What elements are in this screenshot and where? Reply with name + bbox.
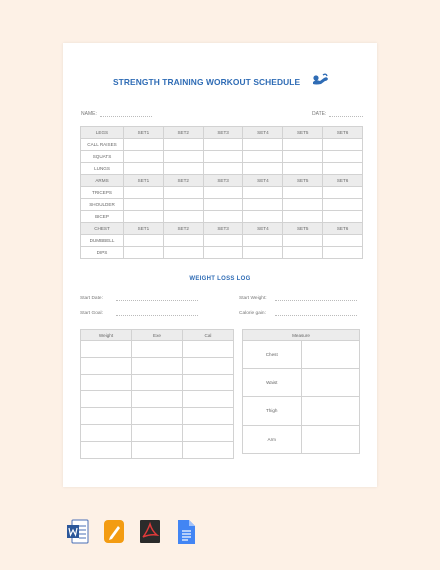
measure-label: Arm [243,425,302,453]
set-cell[interactable] [203,211,243,223]
exercise-label: CALL RAISES [81,139,124,151]
name-label: NAME: [81,111,97,117]
measure-cell[interactable] [301,425,360,453]
set-header: SET4 [243,223,283,235]
log-cell[interactable] [81,341,132,358]
log-cell[interactable] [183,357,234,374]
start-date-field[interactable] [80,296,103,301]
exercise-label: SQUATS [81,151,124,163]
set-cell[interactable] [203,151,243,163]
set-cell[interactable] [283,151,323,163]
section-header-row [81,223,363,235]
measure-cell[interactable] [301,397,360,425]
start-weight-label: Start Weight: [239,296,267,301]
set-cell[interactable] [283,247,323,259]
section-header-row [81,175,363,187]
measure-row [243,397,360,425]
log-cell[interactable] [132,374,183,391]
exercise-label: BICEP [81,211,124,223]
log-row [81,341,234,358]
date-line [329,116,363,117]
log-cell[interactable] [132,441,183,458]
set-header: SET5 [283,175,323,187]
log-header: Cal [183,330,234,341]
measure-row [243,341,360,369]
document-page [63,43,377,487]
section-label: CHEST [81,223,124,235]
set-cell[interactable] [323,187,363,199]
set-cell[interactable] [323,163,363,175]
set-cell[interactable] [203,247,243,259]
set-header: SET2 [163,127,203,139]
measure-header-row [243,330,360,341]
workout-table [80,126,363,259]
set-cell[interactable] [163,211,203,223]
set-header: SET5 [283,127,323,139]
log-row [81,408,234,425]
start-date-line [116,300,198,301]
exercise-row [81,211,363,223]
set-cell[interactable] [163,151,203,163]
title-row [63,73,377,95]
log-cell[interactable] [132,341,183,358]
set-cell[interactable] [323,139,363,151]
pages-icon[interactable] [102,518,126,546]
set-header: SET1 [124,175,164,187]
set-cell[interactable] [124,151,164,163]
start-date-label: Start Date: [80,296,103,301]
set-cell[interactable] [243,211,283,223]
log-header-row [81,330,234,341]
set-cell[interactable] [203,187,243,199]
set-cell[interactable] [323,235,363,247]
log-row [81,391,234,408]
set-cell[interactable] [163,199,203,211]
set-cell[interactable] [283,235,323,247]
set-cell[interactable] [323,199,363,211]
exercise-row [81,235,363,247]
set-cell[interactable] [124,211,164,223]
measure-row [243,425,360,453]
set-cell[interactable] [243,187,283,199]
log-cell[interactable] [132,357,183,374]
set-cell[interactable] [203,199,243,211]
name-line [100,116,152,117]
set-header: SET3 [203,127,243,139]
flexing-arm-icon [311,73,329,87]
exercise-label: LUNGS [81,163,124,175]
word-icon[interactable] [66,518,90,546]
log-row [81,441,234,458]
set-cell[interactable] [283,163,323,175]
set-cell[interactable] [243,139,283,151]
exercise-label: DIPS [81,247,124,259]
start-goal-field[interactable] [80,311,103,316]
name-field[interactable] [81,111,152,117]
calorie-gain-field[interactable] [239,311,266,316]
section-label: ARMS [81,175,124,187]
measure-label: Waist [243,369,302,397]
set-cell[interactable] [163,139,203,151]
log-header: Exe [132,330,183,341]
set-cell[interactable] [323,247,363,259]
calorie-gain-line [275,315,357,316]
set-header: SET1 [124,127,164,139]
log-cell[interactable] [81,441,132,458]
exercise-row [81,139,363,151]
start-weight-field[interactable] [239,296,267,301]
start-goal-label: Start Goal: [80,311,103,316]
set-header: SET3 [203,175,243,187]
set-cell[interactable] [203,163,243,175]
exercise-row [81,187,363,199]
log-cell[interactable] [183,391,234,408]
set-cell[interactable] [124,235,164,247]
set-cell[interactable] [163,235,203,247]
set-header: SET4 [243,127,283,139]
log-cell[interactable] [132,408,183,425]
date-label: DATE: [312,111,327,117]
start-goal-line [116,315,198,316]
log-row [81,374,234,391]
set-header: SET1 [124,223,164,235]
set-cell[interactable] [124,187,164,199]
set-cell[interactable] [283,139,323,151]
log-cell[interactable] [183,374,234,391]
exercise-row [81,247,363,259]
log-cell[interactable] [81,424,132,441]
measure-label: Chest [243,341,302,369]
log-cell[interactable] [81,391,132,408]
measure-cell[interactable] [301,369,360,397]
set-header: SET3 [203,223,243,235]
set-header: SET6 [323,223,363,235]
measure-table [242,329,360,454]
weight-loss-title: WEIGHT LOSS LOG [189,276,251,282]
set-cell[interactable] [203,139,243,151]
log-cell[interactable] [183,408,234,425]
exercise-label: TRICEPS [81,187,124,199]
set-header: SET4 [243,175,283,187]
set-header: SET6 [323,127,363,139]
set-cell[interactable] [243,247,283,259]
set-cell[interactable] [323,211,363,223]
set-cell[interactable] [243,151,283,163]
exercise-row [81,151,363,163]
set-cell[interactable] [124,139,164,151]
set-cell[interactable] [124,247,164,259]
set-cell[interactable] [283,187,323,199]
log-cell[interactable] [183,441,234,458]
set-header: SET2 [163,175,203,187]
log-cell[interactable] [81,408,132,425]
set-cell[interactable] [203,235,243,247]
set-cell[interactable] [163,163,203,175]
document-title: STRENGTH TRAINING WORKOUT SCHEDULE [113,77,301,87]
set-cell[interactable] [243,199,283,211]
start-weight-line [275,300,357,301]
set-cell[interactable] [243,235,283,247]
set-cell[interactable] [243,163,283,175]
log-header: Weight [81,330,132,341]
date-field[interactable] [312,111,363,117]
log-cell[interactable] [81,357,132,374]
measure-cell[interactable] [301,341,360,369]
log-cell[interactable] [183,424,234,441]
set-cell[interactable] [283,199,323,211]
log-cell[interactable] [132,391,183,408]
set-cell[interactable] [124,199,164,211]
measure-header: Measure [243,330,360,341]
log-cell[interactable] [81,374,132,391]
calorie-gain-label: Calorie gain: [239,311,266,316]
set-header: SET5 [283,223,323,235]
exercise-label: SHOULDER [81,199,124,211]
set-cell[interactable] [163,187,203,199]
set-header: SET2 [163,223,203,235]
exercise-row [81,163,363,175]
exercise-row [81,199,363,211]
log-row [81,357,234,374]
section-header-row [81,127,363,139]
acrobat-icon[interactable] [138,518,162,546]
set-cell[interactable] [283,211,323,223]
log-row [81,424,234,441]
log-cell[interactable] [132,424,183,441]
section-label: LEGS [81,127,124,139]
set-cell[interactable] [124,163,164,175]
measure-label: Thigh [243,397,302,425]
log-cell[interactable] [183,341,234,358]
measure-row [243,369,360,397]
set-cell[interactable] [323,151,363,163]
set-header: SET6 [323,175,363,187]
weight-log-table [80,329,234,459]
google-docs-icon[interactable] [174,518,198,546]
exercise-label: DUMBBELL [81,235,124,247]
set-cell[interactable] [163,247,203,259]
